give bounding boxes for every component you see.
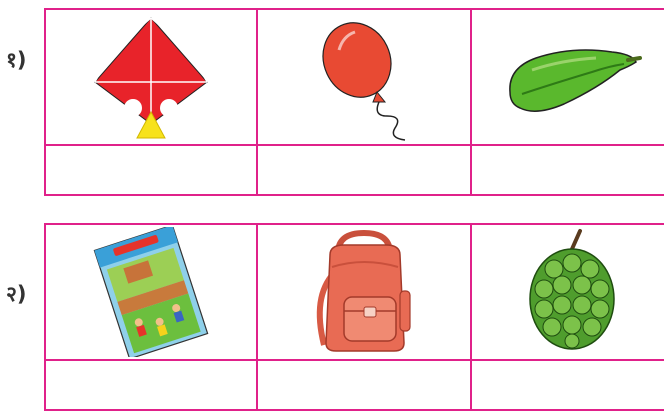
balloon-icon [309, 12, 419, 142]
question-2-table [44, 223, 664, 411]
answer-row [46, 361, 664, 411]
picture-row [46, 225, 664, 361]
picture-cell [472, 225, 664, 361]
answer-row [46, 146, 664, 196]
book-icon [86, 227, 216, 357]
picture-cell [258, 225, 472, 361]
answer-box[interactable] [472, 361, 664, 411]
answer-box[interactable] [258, 146, 472, 196]
picture-cell [472, 10, 664, 146]
picture-cell [258, 10, 472, 146]
answer-box[interactable] [46, 146, 258, 196]
picture-cell [46, 225, 258, 361]
picture-cell [46, 10, 258, 146]
picture-row [46, 10, 664, 146]
question-1-table [44, 8, 664, 196]
papaya-icon [502, 32, 642, 122]
answer-box[interactable] [46, 361, 258, 411]
answer-box[interactable] [472, 146, 664, 196]
kite-icon [91, 12, 211, 142]
custard-apple-icon [522, 227, 622, 357]
question-number-1: १) [6, 48, 27, 72]
answer-box[interactable] [258, 361, 472, 411]
school-bag-icon [304, 227, 424, 357]
question-number-2: २) [6, 282, 27, 306]
